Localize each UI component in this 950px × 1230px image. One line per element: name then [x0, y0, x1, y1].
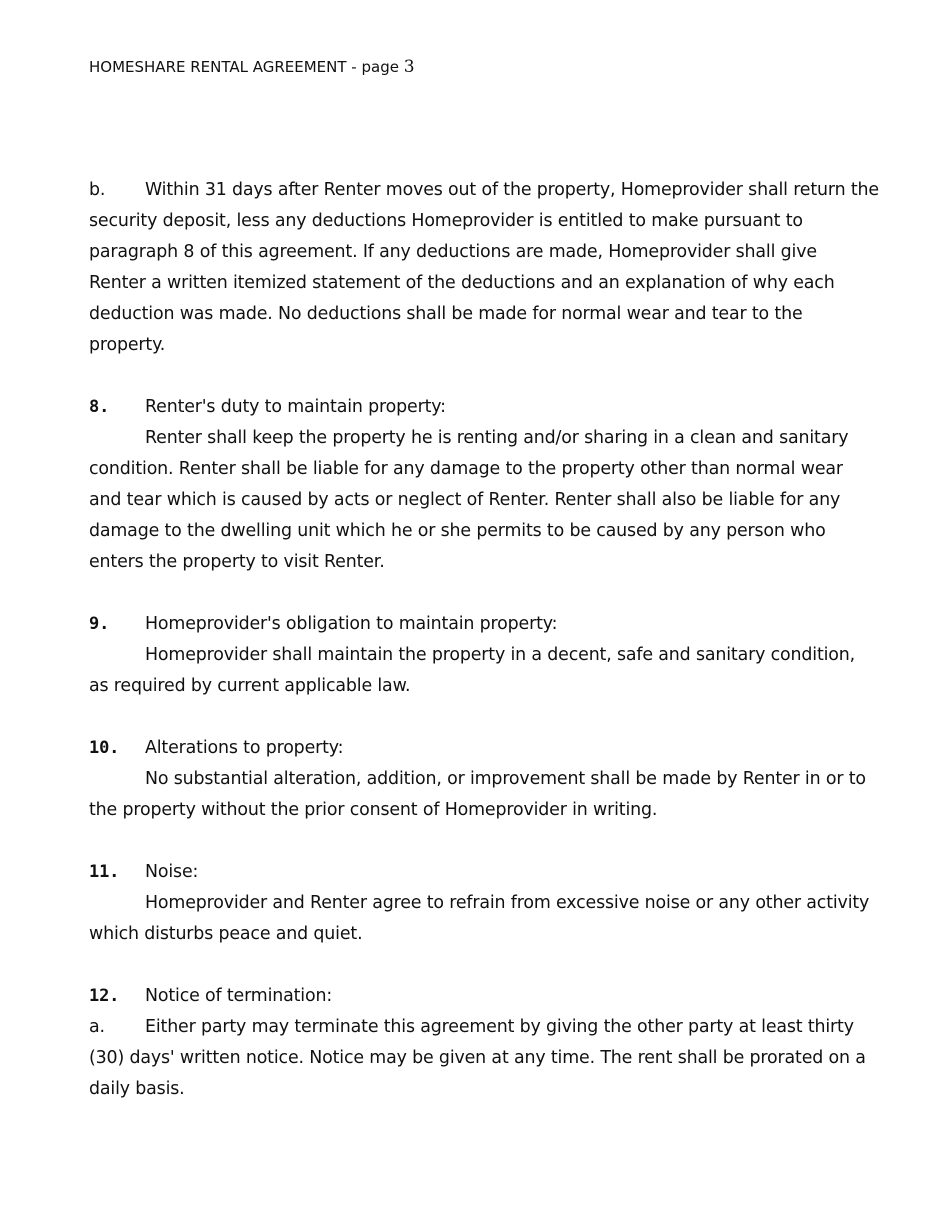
section-10	[89, 733, 879, 826]
section-10-heading: Alterations to property:	[145, 738, 344, 758]
section-9-number: 9.	[89, 614, 110, 634]
section-10-heading-row	[89, 733, 879, 764]
section-9-text: Homeprovider shall maintain the property in a decent, safe and sanitary condition, as required by current applicable law.	[89, 645, 856, 696]
section-12-heading-row	[89, 981, 879, 1012]
section-11-heading-row	[89, 857, 879, 888]
section-11-heading: Noise:	[145, 862, 199, 882]
section-9-heading: Homeprovider's obligation to maintain property:	[145, 614, 558, 634]
section-7b	[89, 175, 879, 361]
section-12	[89, 981, 879, 1105]
section-8	[89, 392, 879, 578]
section-12a-paragraph	[89, 1012, 879, 1105]
page-header	[89, 56, 415, 78]
header-page-number: 3	[403, 57, 415, 77]
section-9-heading-row	[89, 609, 879, 640]
document-body	[89, 175, 879, 1136]
section-10-text: No substantial alteration, addition, or improvement shall be made by Renter in or to the property without the prior consent of Homeprovider in writing.	[89, 769, 866, 820]
section-12-number: 12.	[89, 986, 120, 1006]
section-8-number: 8.	[89, 397, 110, 417]
section-9	[89, 609, 879, 702]
section-8-heading: Renter's duty to maintain property:	[145, 397, 446, 417]
section-8-heading-row	[89, 392, 879, 423]
section-7b-text: Within 31 days after Renter moves out of the property, Homeprovider shall return the security deposit, less any deductions Homeprovider is entitled to make pursuant to paragraph 8 of this agreement. If any deductions are made, Homeprovider shall give Renter a written itemized statement of the deductions and an explanation of why each deduction was made. No deductions shall be made for normal wear and tear to the property.	[89, 180, 879, 355]
section-11	[89, 857, 879, 950]
section-11-text: Homeprovider and Renter agree to refrain from excessive noise or any other activity which disturbs peace and quiet.	[89, 893, 870, 944]
section-7b-label: b.	[89, 180, 106, 200]
section-10-number: 10.	[89, 738, 120, 758]
section-8-text: Renter shall keep the property he is renting and/or sharing in a clean and sanitary condition. Renter shall be liable for any damage to the property other than normal wear and tear which is caused by acts or neglect of Renter. Renter shall also be liable for any damage to the dwelling unit which he or she permits to be caused by any person who enters the property to visit Renter.	[89, 428, 849, 572]
section-11-number: 11.	[89, 862, 120, 882]
section-12a-text: Either party may terminate this agreement by giving the other party at least thirty (30) days' written notice. Notice may be given at any time. The rent shall be prorated on a daily basis.	[89, 1017, 866, 1099]
section-12-heading: Notice of termination:	[145, 986, 333, 1006]
section-7b-paragraph	[89, 175, 879, 361]
section-12a-label: a.	[89, 1017, 105, 1037]
header-title: HOMESHARE RENTAL AGREEMENT - page	[89, 58, 399, 76]
